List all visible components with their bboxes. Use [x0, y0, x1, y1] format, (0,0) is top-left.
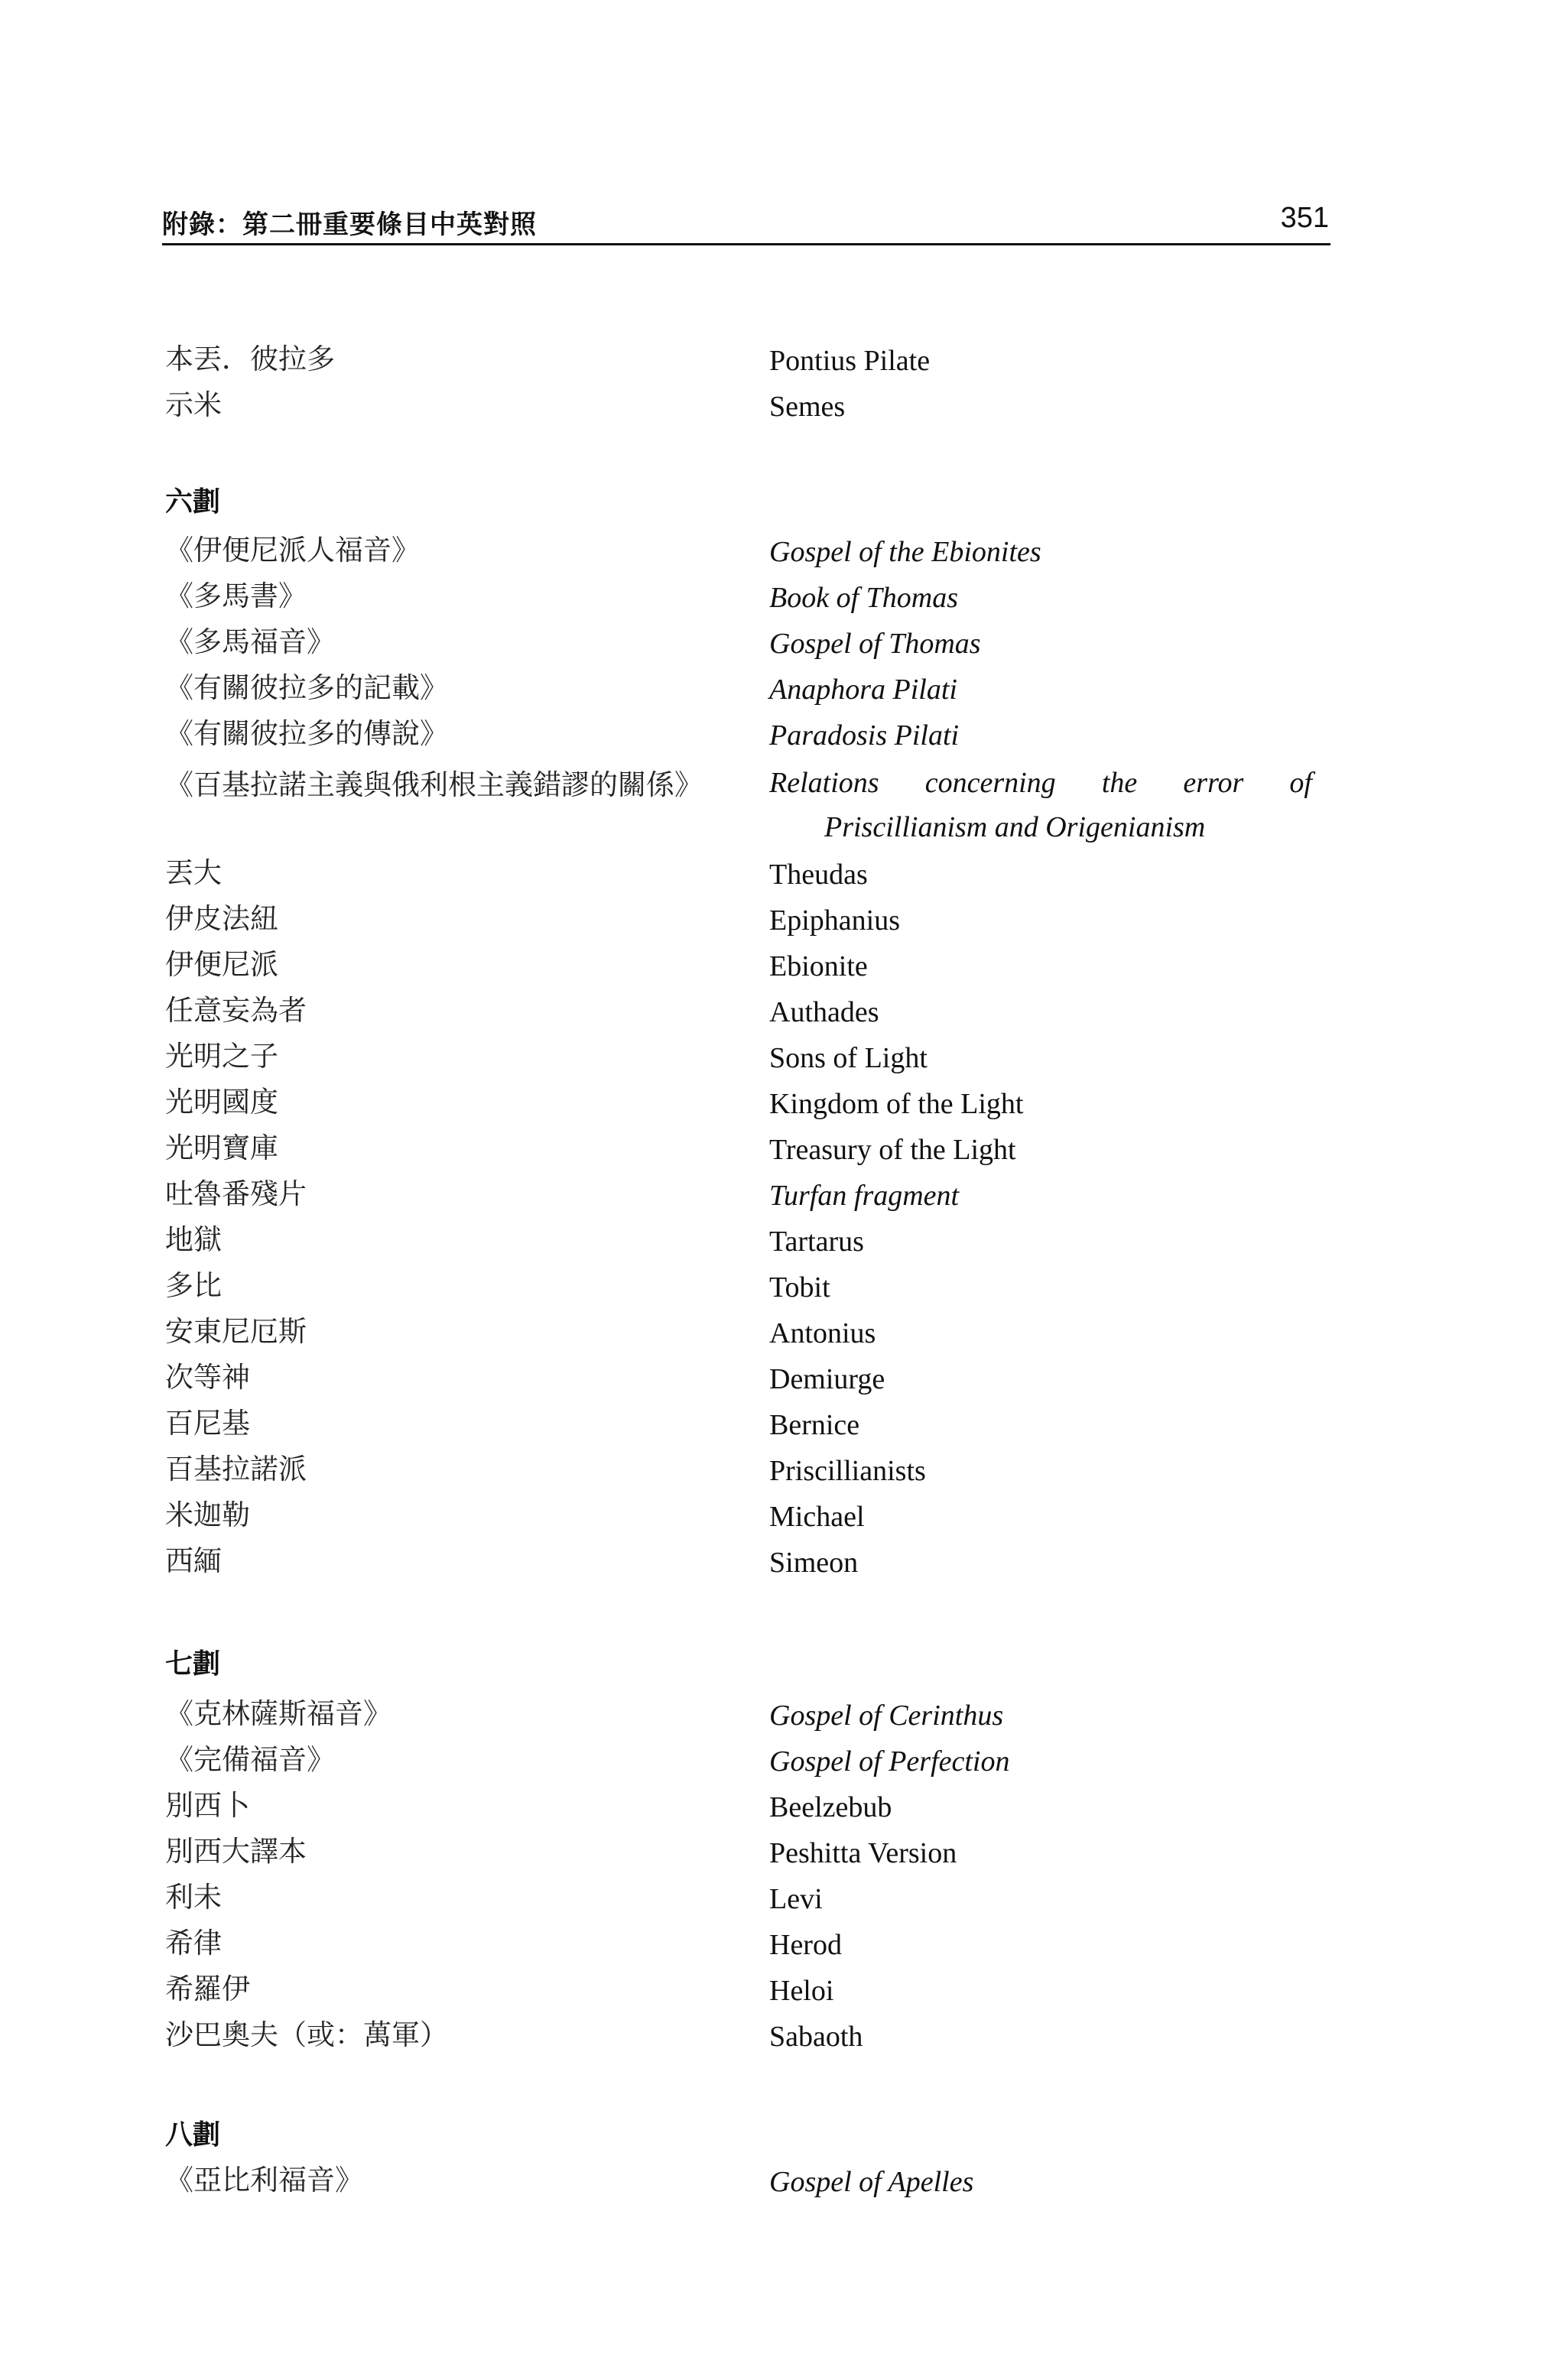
- entry-zh: 示米: [165, 388, 222, 421]
- header-title: 附錄：第二冊重要條目中英對照: [162, 209, 537, 240]
- entry-zh: 任意妄為者: [165, 994, 307, 1027]
- entry-zh: 《完備福音》: [165, 1743, 335, 1776]
- section-heading-6: 六劃: [165, 486, 221, 518]
- entry-zh: 《多馬福音》: [165, 625, 335, 658]
- entry-en: Tartarus: [769, 1226, 864, 1258]
- entry-en: Anaphora Pilati: [769, 674, 957, 706]
- section-heading-7: 七劃: [165, 1648, 221, 1680]
- entry-en: Authades: [769, 996, 879, 1028]
- entry-en: Gospel of Cerinthus: [769, 1700, 1004, 1732]
- entry-en: Gospel of Thomas: [769, 628, 981, 660]
- entry-en: Beelzebub: [769, 1791, 892, 1823]
- entry-en: Antonius: [769, 1317, 876, 1349]
- entry-en: Epiphanius: [769, 904, 900, 937]
- entry-en: Herod: [769, 1929, 842, 1961]
- entry-en: Kingdom of the Light: [769, 1088, 1024, 1120]
- entry-en: Treasury of the Light: [769, 1134, 1016, 1166]
- entry-zh: 西緬: [165, 1544, 222, 1577]
- entry-en: Gospel of Perfection: [769, 1745, 1010, 1778]
- entry-en: Heloi: [769, 1975, 834, 2007]
- entry-en: Peshitta Version: [769, 1837, 957, 1869]
- entry-en: Priscillianists: [769, 1455, 926, 1487]
- entry-en: Bernice: [769, 1409, 860, 1441]
- entry-zh: 《有關彼拉多的傳說》: [165, 717, 448, 750]
- entry-zh: 百基拉諾派: [165, 1453, 307, 1485]
- entry-en: Sons of Light: [769, 1042, 928, 1074]
- entry-en: Paradosis Pilati: [769, 719, 960, 752]
- entry-zh: 光明國度: [165, 1086, 278, 1119]
- entry-zh: 丟大: [165, 856, 222, 889]
- entry-en: Demiurge: [769, 1363, 885, 1395]
- entry-zh: 光明寶庫: [165, 1132, 278, 1164]
- entry-en: Levi: [769, 1883, 823, 1915]
- entry-zh: 《克林薩斯福音》: [165, 1697, 392, 1730]
- entry-zh: 希羅伊: [165, 1973, 250, 2005]
- entry-zh: 本丟．彼拉多: [165, 343, 335, 375]
- entry-en: Sabaoth: [769, 2021, 863, 2053]
- entry-zh: 次等神: [165, 1361, 250, 1394]
- entry-en: Pontius Pilate: [769, 345, 931, 377]
- entry-zh: 別西卜: [165, 1789, 250, 1822]
- entry-en: Gospel of the Ebionites: [769, 536, 1041, 568]
- entry-zh: 希律: [165, 1927, 222, 1960]
- entry-en: Turfan fragment: [769, 1180, 960, 1212]
- entry-en: Book of Thomas: [769, 582, 958, 614]
- entry-en: Theudas: [769, 859, 868, 891]
- entry-zh: 《伊便尼派人福音》: [165, 534, 420, 567]
- entry-en-line2: Priscillianism and Origenianism: [824, 811, 1206, 843]
- entry-zh: 《亞比利福音》: [165, 2164, 363, 2197]
- entry-en-line1: Relations concerning the error of: [769, 767, 1312, 799]
- entry-zh: 伊便尼派: [165, 948, 278, 981]
- entry-zh: 《百基拉諾主義與俄利根主義錯謬的關係》: [165, 768, 703, 801]
- entry-zh: 光明之子: [165, 1040, 278, 1073]
- entry-zh: 多比: [165, 1269, 222, 1302]
- entry-zh: 沙巴奧夫（或：萬軍）: [165, 2018, 448, 2051]
- page-number: 351: [1280, 202, 1329, 234]
- entry-zh: 吐魯番殘片: [165, 1177, 307, 1210]
- entry-zh: 地獄: [165, 1223, 222, 1256]
- entry-en: Ebionite: [769, 950, 868, 982]
- entry-zh: 利未: [165, 1881, 222, 1914]
- entry-en: Semes: [769, 391, 846, 423]
- entry-en: Gospel of Apelles: [769, 2166, 974, 2198]
- entry-zh: 《多馬書》: [165, 580, 307, 612]
- entry-zh: 百尼基: [165, 1407, 250, 1440]
- entry-en: Michael: [769, 1501, 865, 1533]
- entry-zh: 米迦勒: [165, 1498, 250, 1531]
- entry-en: Tobit: [769, 1271, 830, 1304]
- entry-zh: 別西大譯本: [165, 1835, 307, 1868]
- entry-zh: 伊皮法紐: [165, 902, 278, 935]
- entry-zh: 《有關彼拉多的記載》: [165, 671, 448, 704]
- section-heading-8: 八劃: [165, 2119, 221, 2151]
- entry-zh: 安東尼厄斯: [165, 1315, 307, 1348]
- entry-en: Simeon: [769, 1547, 859, 1579]
